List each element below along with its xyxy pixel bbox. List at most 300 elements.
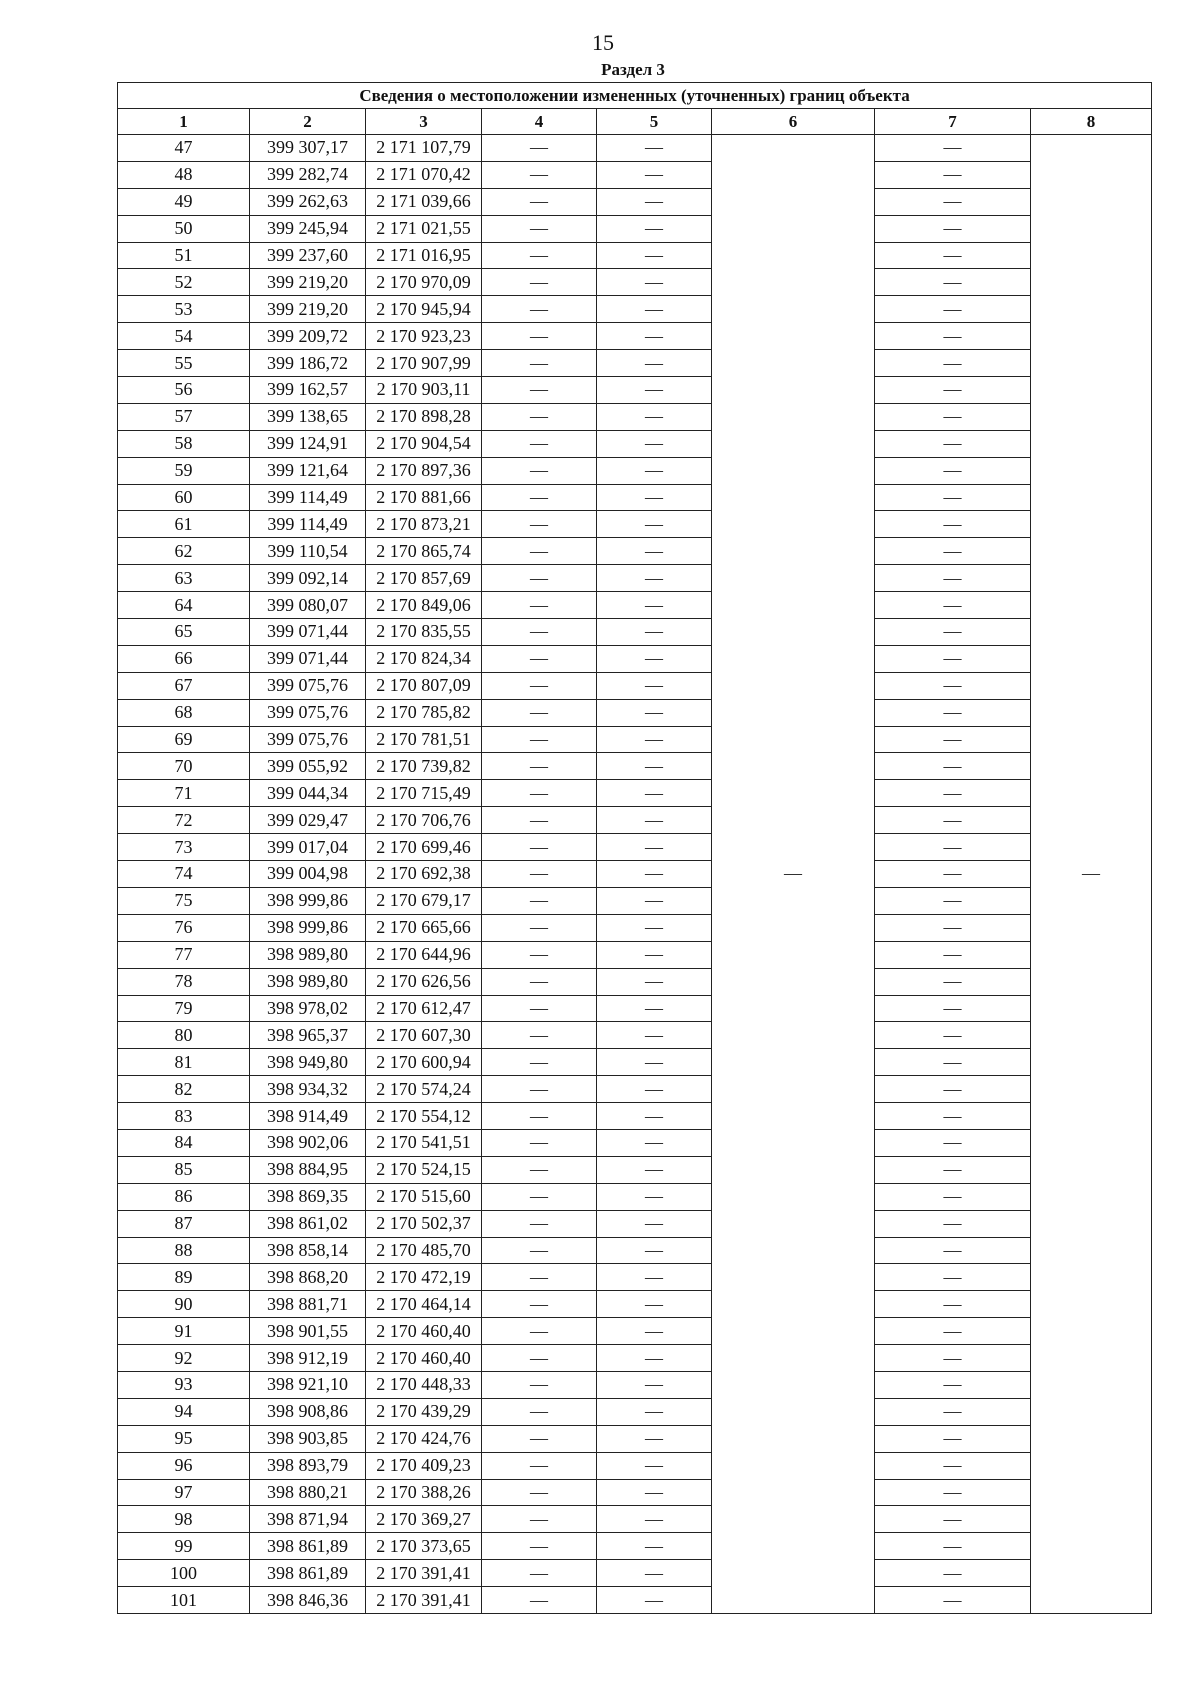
table-row <box>118 1533 1152 1560</box>
column-4-cell: — <box>482 941 597 968</box>
column-7-cell: — <box>875 1264 1031 1291</box>
column-4-cell: — <box>482 457 597 484</box>
column-5-cell: — <box>597 403 712 430</box>
point-number-cell: 84 <box>118 1129 250 1156</box>
column-4-cell: — <box>482 565 597 592</box>
column-7-cell: — <box>875 565 1031 592</box>
table-row <box>118 296 1152 323</box>
column-5-cell: — <box>597 296 712 323</box>
coord-x-cell: 398 999,86 <box>250 914 366 941</box>
coord-y-cell: 2 171 039,66 <box>366 188 482 215</box>
column-5-cell: — <box>597 565 712 592</box>
column-5-cell: — <box>597 1103 712 1130</box>
point-number-cell: 59 <box>118 457 250 484</box>
column-4-cell: — <box>482 1049 597 1076</box>
column-5-cell: — <box>597 1425 712 1452</box>
point-number-cell: 66 <box>118 645 250 672</box>
point-number-cell: 95 <box>118 1425 250 1452</box>
column-4-cell: — <box>482 296 597 323</box>
column-5-cell: — <box>597 1237 712 1264</box>
column-7-cell: — <box>875 807 1031 834</box>
coord-x-cell: 398 912,19 <box>250 1345 366 1372</box>
column-5-cell: — <box>597 1479 712 1506</box>
point-number-cell: 55 <box>118 350 250 377</box>
column-5-cell: — <box>597 511 712 538</box>
column-4-cell: — <box>482 968 597 995</box>
column-4-cell: — <box>482 377 597 404</box>
point-number-cell: 93 <box>118 1371 250 1398</box>
table-row <box>118 484 1152 511</box>
column-7-cell: — <box>875 1210 1031 1237</box>
point-number-cell: 85 <box>118 1156 250 1183</box>
column-7-cell: — <box>875 1345 1031 1372</box>
coord-x-cell: 398 861,89 <box>250 1533 366 1560</box>
column-7-cell: — <box>875 619 1031 646</box>
coord-x-cell: 399 209,72 <box>250 323 366 350</box>
coord-x-cell: 399 017,04 <box>250 834 366 861</box>
table-row <box>118 1156 1152 1183</box>
table-row <box>118 1022 1152 1049</box>
coord-y-cell: 2 170 485,70 <box>366 1237 482 1264</box>
column-7-cell: — <box>875 1183 1031 1210</box>
column-7-cell: — <box>875 1022 1031 1049</box>
coord-y-cell: 2 170 626,56 <box>366 968 482 995</box>
coord-x-cell: 399 307,17 <box>250 135 366 162</box>
coord-x-cell: 399 029,47 <box>250 807 366 834</box>
column-4-cell: — <box>482 861 597 888</box>
coord-x-cell: 398 893,79 <box>250 1452 366 1479</box>
column-8-dash: — <box>1082 863 1101 884</box>
point-number-cell: 52 <box>118 269 250 296</box>
page-number: 15 <box>592 30 614 55</box>
table-row <box>118 269 1152 296</box>
column-4-cell: — <box>482 1076 597 1103</box>
point-number-cell: 77 <box>118 941 250 968</box>
point-number-cell: 56 <box>118 377 250 404</box>
column-5-cell: — <box>597 1398 712 1425</box>
coord-x-cell: 399 071,44 <box>250 645 366 672</box>
column-7-cell: — <box>875 377 1031 404</box>
column-4-cell: — <box>482 1210 597 1237</box>
table-row <box>118 215 1152 242</box>
point-number-cell: 78 <box>118 968 250 995</box>
column-7-cell: — <box>875 1398 1031 1425</box>
column-5-cell: — <box>597 323 712 350</box>
coord-x-cell: 399 138,65 <box>250 403 366 430</box>
point-number-cell: 81 <box>118 1049 250 1076</box>
coord-y-cell: 2 170 391,41 <box>366 1560 482 1587</box>
coord-y-cell: 2 170 857,69 <box>366 565 482 592</box>
column-7-cell: — <box>875 1076 1031 1103</box>
column-5-cell: — <box>597 592 712 619</box>
point-number-cell: 79 <box>118 995 250 1022</box>
coord-x-cell: 399 237,60 <box>250 242 366 269</box>
coord-x-cell: 399 071,44 <box>250 619 366 646</box>
column-5-cell: — <box>597 1156 712 1183</box>
coord-y-cell: 2 170 554,12 <box>366 1103 482 1130</box>
column-8-merged-cell <box>1031 135 1152 1614</box>
column-7-cell: — <box>875 1156 1031 1183</box>
column-7-cell: — <box>875 538 1031 565</box>
column-4-cell: — <box>482 645 597 672</box>
column-4-cell: — <box>482 1291 597 1318</box>
table-row <box>118 807 1152 834</box>
table-row <box>118 1076 1152 1103</box>
point-number-cell: 60 <box>118 484 250 511</box>
column-7-cell: — <box>875 350 1031 377</box>
coord-y-cell: 2 170 515,60 <box>366 1183 482 1210</box>
column-4-cell: — <box>482 1506 597 1533</box>
column-5-cell: — <box>597 457 712 484</box>
coord-x-cell: 399 114,49 <box>250 511 366 538</box>
column-7-cell: — <box>875 699 1031 726</box>
column-numbers-row <box>118 109 1152 135</box>
column-4-cell: — <box>482 1129 597 1156</box>
coord-y-cell: 2 171 107,79 <box>366 135 482 162</box>
column-4-cell: — <box>482 538 597 565</box>
point-number-cell: 47 <box>118 135 250 162</box>
coord-y-cell: 2 170 439,29 <box>366 1398 482 1425</box>
column-5-cell: — <box>597 780 712 807</box>
coord-y-cell: 2 170 897,36 <box>366 457 482 484</box>
column-5-cell: — <box>597 1533 712 1560</box>
coord-x-cell: 399 245,94 <box>250 215 366 242</box>
coord-x-cell: 399 124,91 <box>250 430 366 457</box>
section-title: Раздел 3 <box>601 60 665 79</box>
table-row <box>118 914 1152 941</box>
table-row <box>118 565 1152 592</box>
coord-x-cell: 398 861,89 <box>250 1560 366 1587</box>
table-row <box>118 1291 1152 1318</box>
coord-x-cell: 398 881,71 <box>250 1291 366 1318</box>
table-row <box>118 645 1152 672</box>
coord-y-cell: 2 170 907,99 <box>366 350 482 377</box>
column-6-merged-cell <box>712 135 875 1614</box>
column-4-cell: — <box>482 1425 597 1452</box>
column-4-cell: — <box>482 1345 597 1372</box>
coord-x-cell: 398 861,02 <box>250 1210 366 1237</box>
column-4-cell: — <box>482 887 597 914</box>
column-5-cell: — <box>597 941 712 968</box>
column-5-cell: — <box>597 726 712 753</box>
table-row <box>118 1237 1152 1264</box>
table-row <box>118 242 1152 269</box>
coord-y-cell: 2 170 388,26 <box>366 1479 482 1506</box>
table-row <box>118 1371 1152 1398</box>
column-7-cell: — <box>875 1560 1031 1587</box>
coord-y-cell: 2 170 785,82 <box>366 699 482 726</box>
column-5-cell: — <box>597 1506 712 1533</box>
column-7-cell: — <box>875 753 1031 780</box>
coord-y-cell: 2 170 903,11 <box>366 377 482 404</box>
table-row <box>118 1560 1152 1587</box>
coord-x-cell: 399 080,07 <box>250 592 366 619</box>
point-number-cell: 70 <box>118 753 250 780</box>
coord-x-cell: 398 914,49 <box>250 1103 366 1130</box>
column-4-cell: — <box>482 1103 597 1130</box>
coord-y-cell: 2 170 881,66 <box>366 484 482 511</box>
point-number-cell: 73 <box>118 834 250 861</box>
column-7-cell: — <box>875 242 1031 269</box>
column-4-cell: — <box>482 430 597 457</box>
coord-y-cell: 2 170 923,23 <box>366 323 482 350</box>
column-5-cell: — <box>597 1049 712 1076</box>
coord-x-cell: 399 075,76 <box>250 699 366 726</box>
column-7-cell: — <box>875 672 1031 699</box>
coord-y-cell: 2 170 873,21 <box>366 511 482 538</box>
coord-x-cell: 399 121,64 <box>250 457 366 484</box>
coord-x-cell: 399 114,49 <box>250 484 366 511</box>
point-number-cell: 69 <box>118 726 250 753</box>
coord-y-cell: 2 170 541,51 <box>366 1129 482 1156</box>
column-4-cell: — <box>482 699 597 726</box>
coord-x-cell: 399 162,57 <box>250 377 366 404</box>
column-4-cell: — <box>482 592 597 619</box>
coord-x-cell: 398 965,37 <box>250 1022 366 1049</box>
column-4-cell: — <box>482 403 597 430</box>
column-5-cell: — <box>597 995 712 1022</box>
column-5-cell: — <box>597 484 712 511</box>
column-7-cell: — <box>875 511 1031 538</box>
column-5-cell: — <box>597 1129 712 1156</box>
table-row <box>118 1049 1152 1076</box>
column-7-cell: — <box>875 269 1031 296</box>
coord-x-cell: 398 869,35 <box>250 1183 366 1210</box>
column-header: 4 <box>482 109 597 135</box>
point-number-cell: 75 <box>118 887 250 914</box>
coord-x-cell: 398 902,06 <box>250 1129 366 1156</box>
column-5-cell: — <box>597 1022 712 1049</box>
coord-y-cell: 2 171 021,55 <box>366 215 482 242</box>
column-4-cell: — <box>482 161 597 188</box>
column-5-cell: — <box>597 1452 712 1479</box>
table-row <box>118 135 1152 162</box>
column-7-cell: — <box>875 403 1031 430</box>
column-5-cell: — <box>597 699 712 726</box>
point-number-cell: 64 <box>118 592 250 619</box>
point-number-cell: 94 <box>118 1398 250 1425</box>
column-5-cell: — <box>597 1183 712 1210</box>
coord-x-cell: 398 868,20 <box>250 1264 366 1291</box>
table-row <box>118 377 1152 404</box>
table-row <box>118 1398 1152 1425</box>
coord-y-cell: 2 170 424,76 <box>366 1425 482 1452</box>
column-4-cell: — <box>482 242 597 269</box>
table-row <box>118 1264 1152 1291</box>
column-7-cell: — <box>875 592 1031 619</box>
coord-x-cell: 398 934,32 <box>250 1076 366 1103</box>
coord-x-cell: 399 219,20 <box>250 296 366 323</box>
point-number-cell: 48 <box>118 161 250 188</box>
column-5-cell: — <box>597 269 712 296</box>
column-5-cell: — <box>597 834 712 861</box>
coord-x-cell: 399 004,98 <box>250 861 366 888</box>
column-7-cell: — <box>875 135 1031 162</box>
table-row <box>118 672 1152 699</box>
column-5-cell: — <box>597 1318 712 1345</box>
column-5-cell: — <box>597 215 712 242</box>
table-row <box>118 726 1152 753</box>
column-header: 6 <box>712 109 875 135</box>
column-7-cell: — <box>875 834 1031 861</box>
column-header: 8 <box>1031 109 1152 135</box>
coord-y-cell: 2 170 898,28 <box>366 403 482 430</box>
table-row <box>118 753 1152 780</box>
column-4-cell: — <box>482 1398 597 1425</box>
table-row <box>118 161 1152 188</box>
column-7-cell: — <box>875 1318 1031 1345</box>
point-number-cell: 76 <box>118 914 250 941</box>
point-number-cell: 91 <box>118 1318 250 1345</box>
table-row <box>118 1506 1152 1533</box>
column-7-cell: — <box>875 1103 1031 1130</box>
column-7-cell: — <box>875 968 1031 995</box>
column-7-cell: — <box>875 726 1031 753</box>
column-7-cell: — <box>875 780 1031 807</box>
column-5-cell: — <box>597 914 712 941</box>
table-row <box>118 1587 1152 1614</box>
column-7-cell: — <box>875 914 1031 941</box>
column-7-cell: — <box>875 1587 1031 1614</box>
table-row <box>118 323 1152 350</box>
point-number-cell: 63 <box>118 565 250 592</box>
coord-x-cell: 398 884,95 <box>250 1156 366 1183</box>
coord-y-cell: 2 170 460,40 <box>366 1345 482 1372</box>
table-row <box>118 511 1152 538</box>
column-5-cell: — <box>597 1264 712 1291</box>
table-row <box>118 619 1152 646</box>
point-number-cell: 65 <box>118 619 250 646</box>
coord-x-cell: 399 075,76 <box>250 672 366 699</box>
column-4-cell: — <box>482 1533 597 1560</box>
column-4-cell: — <box>482 1183 597 1210</box>
coord-y-cell: 2 170 699,46 <box>366 834 482 861</box>
column-4-cell: — <box>482 619 597 646</box>
coord-y-cell: 2 170 692,38 <box>366 861 482 888</box>
table-row <box>118 1425 1152 1452</box>
column-4-cell: — <box>482 135 597 162</box>
coord-x-cell: 398 903,85 <box>250 1425 366 1452</box>
coord-x-cell: 399 219,20 <box>250 269 366 296</box>
column-4-cell: — <box>482 1479 597 1506</box>
column-4-cell: — <box>482 780 597 807</box>
table-row <box>118 457 1152 484</box>
table-row <box>118 430 1152 457</box>
table-row <box>118 592 1152 619</box>
column-5-cell: — <box>597 645 712 672</box>
point-number-cell: 83 <box>118 1103 250 1130</box>
column-7-cell: — <box>875 887 1031 914</box>
point-number-cell: 99 <box>118 1533 250 1560</box>
column-header: 7 <box>875 109 1031 135</box>
column-5-cell: — <box>597 672 712 699</box>
coord-x-cell: 398 846,36 <box>250 1587 366 1614</box>
table-row <box>118 1210 1152 1237</box>
column-5-cell: — <box>597 350 712 377</box>
column-5-cell: — <box>597 807 712 834</box>
coord-y-cell: 2 171 070,42 <box>366 161 482 188</box>
column-4-cell: — <box>482 753 597 780</box>
point-number-cell: 72 <box>118 807 250 834</box>
coord-y-cell: 2 170 706,76 <box>366 807 482 834</box>
point-number-cell: 97 <box>118 1479 250 1506</box>
table-row <box>118 1103 1152 1130</box>
column-4-cell: — <box>482 995 597 1022</box>
coord-y-cell: 2 170 739,82 <box>366 753 482 780</box>
coord-x-cell: 398 949,80 <box>250 1049 366 1076</box>
column-7-cell: — <box>875 1371 1031 1398</box>
coord-y-cell: 2 170 835,55 <box>366 619 482 646</box>
column-5-cell: — <box>597 1291 712 1318</box>
point-number-cell: 68 <box>118 699 250 726</box>
column-5-cell: — <box>597 161 712 188</box>
column-4-cell: — <box>482 215 597 242</box>
point-number-cell: 61 <box>118 511 250 538</box>
column-5-cell: — <box>597 430 712 457</box>
column-4-cell: — <box>482 1264 597 1291</box>
coord-x-cell: 398 989,80 <box>250 968 366 995</box>
column-4-cell: — <box>482 1156 597 1183</box>
column-7-cell: — <box>875 1291 1031 1318</box>
coord-y-cell: 2 170 824,34 <box>366 645 482 672</box>
column-5-cell: — <box>597 135 712 162</box>
column-7-cell: — <box>875 1452 1031 1479</box>
column-4-cell: — <box>482 1237 597 1264</box>
coord-x-cell: 398 921,10 <box>250 1371 366 1398</box>
column-4-cell: — <box>482 726 597 753</box>
column-7-cell: — <box>875 1425 1031 1452</box>
coord-y-cell: 2 170 409,23 <box>366 1452 482 1479</box>
point-number-cell: 92 <box>118 1345 250 1372</box>
coord-y-cell: 2 170 849,06 <box>366 592 482 619</box>
point-number-cell: 57 <box>118 403 250 430</box>
coord-y-cell: 2 170 945,94 <box>366 296 482 323</box>
table-row <box>118 861 1152 888</box>
column-5-cell: — <box>597 1076 712 1103</box>
coord-y-cell: 2 170 448,33 <box>366 1371 482 1398</box>
column-7-cell: — <box>875 1479 1031 1506</box>
column-7-cell: — <box>875 161 1031 188</box>
column-7-cell: — <box>875 1533 1031 1560</box>
table-caption: Сведения о местоположении измененных (уточненных) границ объекта <box>118 83 1152 109</box>
coord-x-cell: 399 092,14 <box>250 565 366 592</box>
column-header: 3 <box>366 109 482 135</box>
column-7-cell: — <box>875 430 1031 457</box>
column-7-cell: — <box>875 861 1031 888</box>
column-4-cell: — <box>482 484 597 511</box>
column-5-cell: — <box>597 1371 712 1398</box>
column-5-cell: — <box>597 861 712 888</box>
table-row <box>118 538 1152 565</box>
coord-y-cell: 2 170 865,74 <box>366 538 482 565</box>
column-7-cell: — <box>875 1049 1031 1076</box>
coord-x-cell: 399 055,92 <box>250 753 366 780</box>
coord-y-cell: 2 170 460,40 <box>366 1318 482 1345</box>
table-row <box>118 968 1152 995</box>
point-number-cell: 98 <box>118 1506 250 1533</box>
coord-y-cell: 2 170 807,09 <box>366 672 482 699</box>
point-number-cell: 74 <box>118 861 250 888</box>
table-row <box>118 1129 1152 1156</box>
column-7-cell: — <box>875 296 1031 323</box>
point-number-cell: 54 <box>118 323 250 350</box>
table-body <box>118 135 1152 1614</box>
coord-x-cell: 399 262,63 <box>250 188 366 215</box>
column-4-cell: — <box>482 1022 597 1049</box>
coord-x-cell: 398 858,14 <box>250 1237 366 1264</box>
column-6-dash: — <box>784 863 802 884</box>
coord-y-cell: 2 170 679,17 <box>366 887 482 914</box>
